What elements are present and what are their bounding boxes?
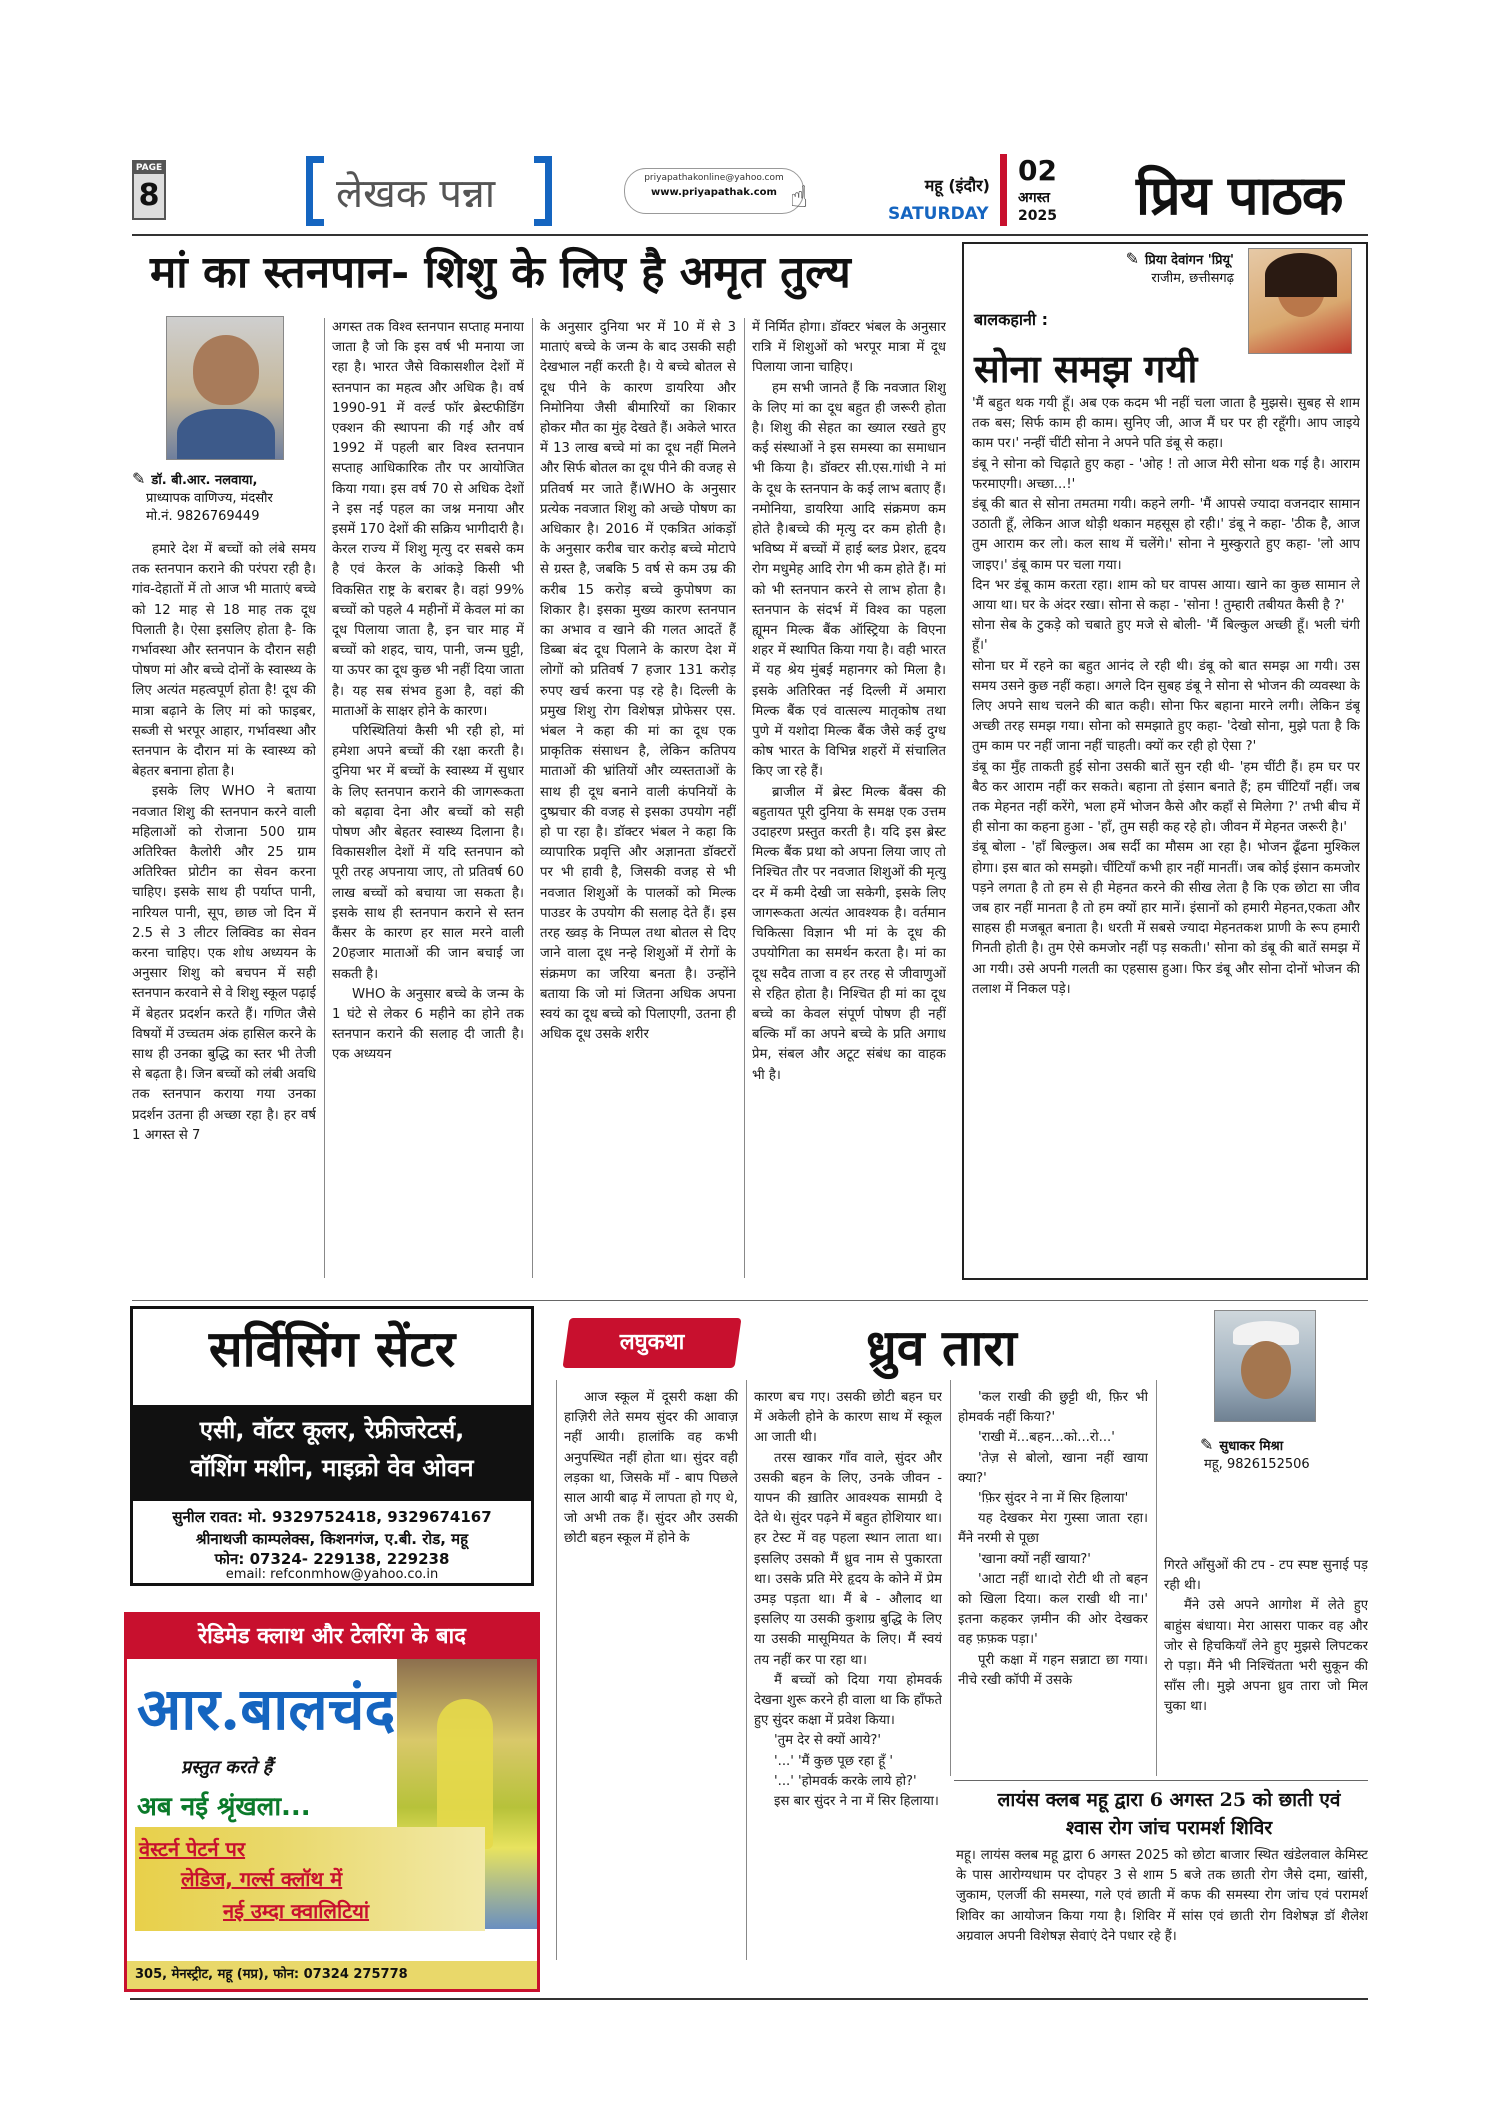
paragraph: 'तुम देर से क्यों आये?' [774, 1733, 881, 1749]
paragraph: 'कल राखी की छुट्टी थी, फ़िर भी होमवर्क नहीं किया?' [958, 1390, 1148, 1426]
short-story-col-1 [564, 1388, 738, 1574]
paragraph: 'तेज़ से बोलो, खाना नहीं खाया क्या?' [958, 1450, 1148, 1486]
paragraph: हमारे देश में बच्चों को लंबे समय तक स्तनपान कराने की परंपरा रही है। गांव-देहातों में तो आज भी माताएं बच्चे को 12 माह से 18 माह तक दूध पिलाती है। ऐसा इसलिए होता है- कि गर्भावस्था और स्तनपान के दौरान सही पोषण मां और बच्चे दोनों के स्वास्थ्य के लिए अत्यंत महत्वपूर्ण होता है! दूध की मात्रा बढ़ाने के लिए मां को फाइबर, सब्जी से भरपूर आहार, गर्भावस्था और स्तनपान के दौरान मां के स्वास्थ्य को बेहतर बनाना होता है। [132, 542, 316, 780]
website-text: www.priyapathak.com [651, 187, 777, 198]
ad-balchand-line2: लेडिज, गर्ल्स क्लॉथ में [181, 1867, 343, 1891]
ad-balchand-banner: रेडिमेड क्लाथ और टेलरिंग के बाद [127, 1615, 537, 1659]
paragraph: डंबू का मुँह ताकती हुई सोना उसकी बातें सुन रही थी- 'हम चींटी हैं। हम घर पर बैठ कर आराम नहीं कर सकते। बहाना तो इंसान बनाते हैं; हम चींटियाँ नहीं। जब तक मेहनत नहीं करेंगे, भला हमें भोजन कैसे और कहाँ से मिलेगा ?' तभी बीच में ही सोना का कहना हुआ - 'हाँ, तुम सही कह रहे हो। जीवन में मेहनत जरूरी है।' [972, 759, 1360, 836]
paragraph: हम सभी जानते हैं कि नवजात शिशु के लिए मां का दूध बहुत ही जरूरी होता है। शिशु की सेहत का ख्याल रखते हुए कई संस्थाओं ने इस समस्या का समाधान भी किया है। डॉक्टर सी.एस.गांधी ने मां के दूध के स्तनपान के कई लाभ बताए हैं। नमोनिया, डायरिया आदि संक्रमण कम होते है।बच्चे की मृत्यु दर कम होती है। भविष्य में बच्चों में हाई ब्लड प्रेशर, हृदय रोग मधुमेह आदि रोग भी कम होते हैं। मां को भी स्तनपान करने से लाभ होता है। स्तनपान के संदर्भ में विश्व का पहला ह्यूमन मिल्क बैंक ऑस्ट्रिया के विएना शहर में स्थापित किया गया है। वही भारत में यह श्रेय मुंबई महानगर को मिला है। इसके अतिरिक्त नई दिल्ली में अमारा मिल्क बैंक एवं वात्सल्य मातृकोष तथा पुणे में यशोदा मिल्क बैंक जैसे कई दुग्ध कोष भारत के विभिन्न शहरों में संचालित किए जा रहे हैं। [752, 380, 946, 780]
paragraph: अगस्त तक विश्व स्तनपान सप्ताह मनाया जाता है जो कि इस वर्ष भी मनाया जा रहा है। भारत जैसे विकासशील देशों में स्तनपान का महत्व और अधिक है। वर्ष 1990-91 में वर्ल्ड फॉर ब्रेस्टफीडिंग एक्शन की स्थापना की गई और वर्ष 1992 में पहली बार विश्व स्तनपान सप्ताह आधिकारिक तौर पर आयोजित किया गया। इस वर्ष 70 से अधिक देशों ने इस नई पहल का जश्न मनाया और इसमें 170 देशों की सक्रिय भागीदारी है। केरल राज्य में शिशु मृत्यु दर सबसे कम है एवं केरल के आंकड़े किसी भी विकसित राष्ट्र के बराबर है। वहां 99% बच्चों को पहले 4 महीनों में केवल मां का दूध पिलाया जाता है, इन चार माह में बच्चों को शहद, चाय, पानी, जन्म घुट्टी, या ऊपर का दूध कुछ भी नहीं दिया जाता है। यह सब संभव हुआ है, वहां की माताओं के साक्षर होने के कारण। [332, 320, 524, 719]
story-author-name: प्रिया देवांगन 'प्रियू' [1144, 253, 1234, 268]
ad-service-email: email: refconmhow@yahoo.co.in [225, 1567, 439, 1582]
paragraph: परिस्थितियां कैसी भी रही हो, मां हमेशा अपने बच्चों की रक्षा करती है। दुनिया भर में बच्चों के स्वास्थ्य में सुधार के लिए स्तनपान कराने की जागरूकता को बढ़ावा देना और बच्चों को सही पोषण और बेहतर स्वास्थ्य दिलाना है। विकासशील देशों में यदि स्तनपान को पूरी तरह अपनाया जाए, तो प्रतिवर्ष 60 लाख बच्चों को बचाया जा सकता है। इसके साथ ही स्तनपान कराने से स्तन कैंसर के कारण हर साल मरने वाली 20हजार माताओं की जान बचाई जा सकती है। [332, 724, 524, 982]
story-author [1082, 250, 1234, 288]
article-col-1 [132, 540, 316, 1280]
short-story-author-phone: महू, 9826152506 [1204, 1457, 1310, 1472]
author-role: प्राध्यापक वाणिज्य, मंदसौर [146, 491, 273, 506]
ad-balchand-line1: वेस्टर्न पेटर्न पर [139, 1837, 246, 1861]
paragraph: '...' 'होमवर्क करके लाये हो?' [774, 1773, 917, 1789]
paragraph: डंबू की बात से सोना तमतमा गयी। कहने लगी- 'मैं आपसे ज्यादा वजनदार सामान उठाती हूँ, लेकिन आज थोड़ी थकान महसूस हो रही।' डंबू ने कहा- 'ठीक है, आज तुम आराम कर लो। कल साथ में चलेंगे।' सोना ने मुस्कुराते हुए कहा- 'लो आप जाइए।' डंबू काम पर चला गया। [972, 497, 1360, 573]
pointer-hand-icon: ☝ [790, 180, 809, 215]
paragraph: 'राखी में...बहन...को...रो...' [978, 1430, 1115, 1446]
article-col-3 [540, 318, 736, 1280]
date-year: 2025 [1018, 208, 1057, 224]
author-name: डॉ. बी.आर. नलवाया, [151, 473, 258, 488]
paragraph: 'खाना क्यों नहीं खाया?' [978, 1551, 1091, 1567]
short-story-col-2 [754, 1388, 942, 1954]
pen-icon: ✎ [1200, 1435, 1214, 1454]
paragraph: आज स्कूल में दूसरी कक्षा की हाज़िरी लेते समय सुंदर की आवाज़ नहीं आयी। हालांकि वह कभी अनुपस्थित नहीं होता था। सुंदर वही लड़का था, जिसके माँ - बाप पिछले साल आयी बाढ़ में लापता हो गए थे, जो अभी तक हैं। सुंदर और उसकी छोटी बहन स्कूल में होने के [564, 1390, 738, 1547]
ad-balchand [124, 1612, 540, 1992]
paragraph: में निर्मित होगा। डॉक्टर भंबल के अनुसार रात्रि में शिशुओं को भरपूर मात्रा में दूध पिलाया जाना चाहिए। [752, 320, 946, 376]
date-day: 02 [1018, 154, 1057, 187]
paragraph: ब्राजील में ब्रेस्ट मिल्क बैंक्स की बहुतायत पूरी दुनिया के समक्ष एक उत्तम उदाहरण प्रस्तुत करती है। यदि इस ब्रेस्ट मिल्क बैंक प्रथा को अपना लिया जाए तो निश्चित तौर पर नवजात शिशुओं की मृत्यु दर में कमी देखी जा सकेगी, इसके लिए जागरूकता अत्यंत आवश्यक है। वर्तमान चिकित्सा विज्ञान भी मां के दूध की उपयोगिता का समर्थन करता है। मां का दूध सदैव ताजा व हर तरह से जीवाणुओं से रहित होता है। निश्चित ही मां का दूध बच्चे का केवल संपूर्ण पोषण ही नहीं बल्कि मॉं का अपने बच्चे के प्रति अगाध प्रेम, संबल और अटूट संबंध का वाहक भी है। [752, 784, 946, 1083]
page-number-box [132, 160, 166, 220]
ad-service-contact: सुनील रावत: मो. 9329752418, 9329674167 [172, 1508, 492, 1526]
paragraph: सोना घर में रहने का बहुत आनंद ले रही थी। डंबू को बात समझ आ गयी। उस समय उसने कुछ नहीं कहा। अगले दिन सुबह डंबू ने सोना से भोजन की व्यवस्था के लिए अपने साथ चलने की बात कही। सोना फिर बहाना मारने लगी। लेकिन डंबू अच्छी तरह समझ गया। सोना को समझाते हुए कहा- 'देखो सोना, मुझे पता है कि तुम काम पर नहीं जाना नहीं चाहती। क्यों कर रही हो ऐसा ?' [972, 658, 1360, 755]
ad-service-center [130, 1306, 534, 1586]
ad-service-phone: फोन: 07324- 229138, 229238 [214, 1550, 450, 1568]
short-story-col-4 [1164, 1556, 1368, 1772]
short-story-title: ध्रुव तारा [866, 1318, 1017, 1377]
short-story-label-text: लघुकथा [619, 1330, 685, 1355]
section-bracket-right [534, 156, 552, 226]
person-icon [193, 335, 259, 405]
section-title: लेखक पन्ना [336, 171, 496, 217]
paragraph: 'मैं बहुत थक गयी हूँ। अब एक कदम भी नहीं चला जाता है मुझसे। सुबह से शाम तक बस; सिर्फ काम ही काम। सुनिए जी, आज मैं घर पर ही रहूँगी। आप जाइये काम पर।' नन्हीं चींटी सोना ने अपने पति डंबू से कहा। [972, 396, 1360, 452]
contact-block [624, 168, 804, 214]
paragraph: मैंने उसे अपने आगोश में लेते हुए बाहुंस बंधाया। मेरा आसरा पाकर वह और जोर से हिचकियाँ लेने हुए मुझसे लिपटकर रो पड़ा। मैंने भी निश्चिंतता भरी सुकून की साँस ली। मुझे अपना ध्रुव तारा जो मिल चुका था। [1164, 1598, 1368, 1715]
page-tag: PAGE [135, 163, 163, 173]
date-month: अगस्त [1018, 190, 1051, 206]
edition-weekday: SATURDAY [888, 204, 989, 224]
main-headline: मां का स्तनपान- शिशु के लिए है अमृत तुल्य [150, 247, 851, 298]
paragraph: तरस खाकर गाँव वाले, सुंदर और उसकी बहन के लिए, उनके जीवन - यापन की ख़ातिर आवश्यक सामग्री दे देते थे। सुंदर पढ़ने में बहुत होशियार था। हर टेस्ट में वह पहला स्थान लाता था। इसलिए उसको मैं ध्रुव नाम से पुकारता था। उसके प्रति मेरे हृदय के कोने में प्रेम उमड़ पड़ता था। मैं बे - औलाद था इसलिए या उसकी कुशाग्र बुद्धि के लिए या उसकी मासूमियत के लिए। मैं स्वयं तय नहीं कर पा रहा था। [754, 1450, 942, 1668]
story-box [962, 242, 1368, 1280]
ad-service-address: श्रीनाथजी काम्पलेक्स, किशनगंज, ए.बी. रोड, महू [195, 1530, 469, 1548]
section-bracket-left [306, 156, 324, 226]
article-col-2 [332, 318, 524, 1280]
paragraph: डंबू ने सोना को चिढ़ाते हुए कहा - 'ओह ! तो आज मेरी सोना थक गई है। आराम फरमाएगी। अच्छा...!' [972, 456, 1360, 492]
ad-service-band [133, 1405, 531, 1501]
short-story-col-3 [958, 1388, 1148, 1772]
paragraph: कारण बच गए। उसकी छोटी बहन घर में अकेली होने के कारण साथ में स्कूल आ जाती थी। [754, 1390, 942, 1446]
notice-headline: लायंस क्लब महू द्वारा 6 अगस्त 25 को छाती एवं श्वास रोग जांच परामर्श शिविर [997, 1789, 1341, 1839]
paragraph: गिरते आँसुओं की टप - टप स्पष्ट सुनाई पड़ रही थी। [1164, 1558, 1368, 1594]
story-author-photo [1248, 248, 1352, 354]
author-photo [166, 316, 284, 460]
paragraph: दिन भर डंबू काम करता रहा। शाम को घर वापस आया। खाने का कुछ सामान ले आया था। घर के अंदर रखा। सोना से कहा - 'सोना ! तुम्हारी तबीयत कैसी है ?' [972, 577, 1360, 614]
newspaper-logo: प्रिय पाठक [1136, 163, 1343, 227]
story-text [972, 394, 1360, 1276]
paragraph: '...' 'मैं कुछ पूछ रहा हूँ ' [774, 1753, 894, 1769]
article-col-4 [752, 318, 946, 1280]
short-story-author [1200, 1436, 1360, 1474]
paragraph: पूरी कक्षा में गहन सन्नाटा छा गया। नीचे रखी कॉपी में उसके [958, 1652, 1148, 1688]
ad-balchand-series: अब नई श्रृंखला... [137, 1792, 311, 1822]
author-byline [132, 470, 302, 526]
story-label: बालकहानी : [974, 310, 1049, 329]
paragraph: मैं बच्चों को दिया गया होमवर्क देखना शुरू करने ही वाला था कि हाँफते हुए सुंदर कक्षा में प्रवेश किया। [754, 1672, 942, 1729]
paragraph: सोना सेब के टुकड़े को चबाते हुए मजे से बोली- 'मैं बिल्कुल अच्छी हूँ। भली चंगी हूँ।' [972, 618, 1360, 654]
author-phone: मो.नं. 9826769449 [146, 509, 260, 524]
short-story-author-name: सुधाकर मिश्रा [1219, 1439, 1284, 1454]
ad-service-line2: वॉशिंग मशीन, माइक्रो वेव ओवन [190, 1454, 474, 1482]
edition-city: महू (इंदौर) [924, 176, 990, 195]
pen-icon: ✎ [132, 469, 146, 488]
notice-body: महू। लायंस क्लब महू द्वारा 6 अगस्त 2025 को छोटा बाजार स्थित खंडेलवाल केमिस्ट के पास आरोग्यधाम पर दोपहर 3 से शाम 5 बजे तक छाती रोग जैसे दमा, खांसी, जुकाम, एलर्जी की समस्या, गले एवं छाती में कफ की समस्या रोग जांच एवं परामर्श शिविर का आयोजन किया गया है। शिविर में सांस एवं छाती रोग विशेषज्ञ डॉ शैलेश अग्रवाल अपनी विशेषज्ञ सेवाएं देने पधार रहे हैं। [956, 1848, 1368, 1944]
story-title: सोना समझ गयी [974, 346, 1198, 391]
paragraph: इसके लिए WHO ने बताया नवजात शिशु की स्तनपान करने वाली महिलाओं को रोजाना 500 ग्राम अतिरिक्त कैलोरी और 25 ग्राम अतिरिक्त प्रोटीन का सेवन करना चाहिए। इसके साथ ही पर्याप्त पानी, नारियल पानी, सूप, छाछ जो दिन में 2.5 से 3 लीटर लिक्विड का सेवन करना चाहिए। एक शोध अध्ययन के अनुसार शिशु को बचपन में सही स्तनपान करवाने से वे शिशु स्कूल पढ़ाई में बेहतर प्रदर्शन करते हैं। गणित जैसे विषयों में उच्चतम अंक हासिल करने के साथ ही उनका बुद्धि का स्तर भी तेजी से बढ़ता है। जिन बच्चों को लंबी अवधि तक स्तनपान कराया गया उनका प्रदर्शन उतना ही अच्छा रहा है। हर वर्ष 1 अगस्त से 7 [132, 784, 316, 1143]
ad-balchand-brand: आर.बालचंद [137, 1675, 396, 1743]
ad-balchand-address: 305, मेनस्ट्रीट, महू (मप्र), फोन: 07324 275778 [127, 1961, 537, 1989]
paragraph: 'आटा नहीं था।दो रोटी थी तो बहन को खिला दिया। कल राखी थी ना।' इतना कहकर ज़मीन की ओर देखकर वह फ़फ़क पड़ा।' [958, 1571, 1148, 1648]
paragraph: के अनुसार दुनिया भर में 10 में से 3 माताएं बच्चे के जन्म के बाद उसकी सही देखभाल नहीं करती है। ये बच्चे बोतल से दूध पीने के कारण डायरिया और निमोनिया जैसी बीमारियों का शिकार होकर मौत का मुंह देखते हैं। अकेले भारत में 13 लाख बच्चे मां का दूध नहीं मिलने और सिर्फ बोतल का दूध पीने की वजह से प्रतिवर्ष मर जाते हैं।WHO के अनुसार प्रत्येक नवजात शिशु को अच्छे पोषण का अधिकार है। 2016 में एकत्रित आंकड़ों के अनुसार करीब चार करोड़ बच्चे मोटापे से ग्रस्त है, जबकि 5 वर्ष से कम उम्र की करीब 15 करोड़ बच्चे कुपोषण का शिकार है। इसका मुख्य कारण स्तनपान का अभाव व खाने की गलत आदतें हैं डिब्बा बंद दूध पिलाने के कारण देश में लोगों को प्रतिवर्ष 7 हजार 131 करोड़ रुपए खर्च करना पड़ रहे है। दिल्ली के प्रमुख शिशु रोग विशेषज्ञ प्रोफेसर एस. भंबल ने कहा की मां का दूध एक प्राकृतिक संसाधन है, लेकिन कतिपय माताओं की भ्रांतियों और व्यस्तताओं के साथ ही दूध बनाने वाली कंपनियों के दुष्प्रचार की वजह से इसका उपयोग नहीं हो पा रहा है। डॉक्टर भंबल ने कहा कि व्यापारिक प्रवृत्ति और अज्ञानता डॉक्टरों पर भी हावी है, जिसकी वजह से भी नवजात शिशुओं के पालकों को मिल्क पाउडर के उपयोग की सलाह देते हैं। इस तरह ख्वड़ के निप्पल तथा बोतल से दिए जाने वाला दूध नन्हे शिशुओं में रोगों के संक्रमण का जरिया बनता है। उन्होंने बताया कि जो मां जितना अधिक अपना स्वयं का दूध बच्चे को पिलाएगी, उतना ही अधिक दूध उसके शरीर [540, 320, 736, 1043]
paragraph: WHO के अनुसार बच्चे के जन्म के 1 घंटे से लेकर 6 महीने का होने तक स्तनपान कराने की सलाह दी जाती है। एक अध्ययन [332, 986, 524, 1063]
ad-service-title: सर्विसिंग सेंटर [208, 1319, 456, 1378]
paragraph: डंबू बोला - 'हाँ बिल्कुल। अब सर्दी का मौसम आ रहा है। भोजन ढूँढना मुश्किल होगा। इस बात को समझो। चींटियाँ कभी हार नहीं मानतीं। जब कोई इंसान कमजोर पड़ने लगता है तो हम से ही मेहनत करने की सीख लेता है कि एक छोटा सा जीव जब हार नहीं मानता है तो हम क्यों हार मानें। इंसानों को हमारी मेहनत,एकता और साहस ही मजबूत बनाता है। धरती में सबसे ज्यादा मेहनतकश प्राणी के रूप हमारी गिनती होती है। तुम ऐसे कमजोर नहीं पड़ सकती।' सोना को डंबू की बातें समझ में आ गयी। उसे अपनी गलती का एहसास हुआ। फिर डंबू और सोना दोनों भोजन की तलाश में निकल पड़े। [972, 840, 1360, 997]
email-text: priyapathakonline@yahoo.com [644, 173, 784, 183]
story-author-place: राजीम, छत्तीसगढ़ [1151, 271, 1234, 286]
short-story-label [562, 1318, 741, 1368]
paragraph: 'फ़िर सुंदर ने ना में सिर हिलाया' [978, 1491, 1129, 1507]
page-number: 8 [138, 178, 160, 213]
paragraph: यह देखकर मेरा गुस्सा जाता रहा। मैंने नरमी से पूछा [958, 1511, 1148, 1547]
pen-icon: ✎ [1125, 249, 1139, 268]
ad-service-line1: एसी, वॉटर कूलर, रेफ्रीजरेटर्स, [199, 1416, 465, 1444]
ad-balchand-presents: प्रस्तुत करते हैं [181, 1757, 273, 1778]
masthead [0, 150, 1500, 230]
date-divider [1000, 154, 1007, 226]
ad-balchand-line3: नई उम्दा क्वालिटियां [223, 1899, 370, 1923]
paragraph: इस बार सुंदर ने ना में सिर हिलाया। [774, 1794, 939, 1810]
short-story-author-photo [1214, 1310, 1316, 1422]
